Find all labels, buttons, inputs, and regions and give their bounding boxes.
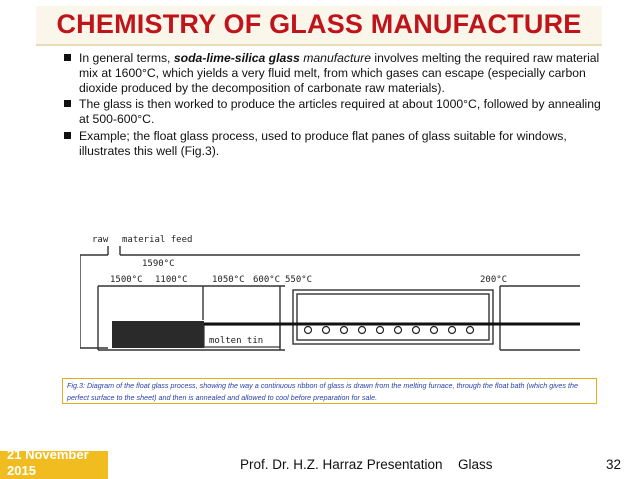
date-text: 21 November 2015: [7, 447, 89, 478]
footer-presenter: Prof. Dr. H.Z. Harraz Presentation: [240, 457, 443, 472]
footer-topic: Glass: [458, 457, 493, 472]
bullet-marker-icon: [64, 54, 71, 61]
page-number: 32: [606, 457, 622, 472]
float-glass-diagram: [80, 222, 580, 372]
temp-label: 550°C: [285, 275, 313, 285]
bullet-item: [64, 97, 604, 127]
figure-caption: Fig.3: Diagram of the float glass process, showing the way a continuous ribbon of glass is drawn from the melting furnace, through the float bath (which gives the perfect surface to the sheet) and then is annealed and allowed to cool before preparation for sale.: [62, 378, 597, 404]
temp-label: 600°C: [253, 275, 281, 285]
bullet-marker-icon: [64, 100, 71, 107]
bullet-emphasis: soda-lime-silica glass: [173, 51, 300, 65]
slide-title-bar: [36, 6, 602, 46]
bullet-item: [64, 51, 604, 95]
date-badge: [0, 447, 108, 479]
bullet-text: involves melting the required raw material mix at 1600°C, which yields a very fluid melt, from which gases can escape (especially carbon dioxide produced by the decomposition of carbonate raw materials).: [79, 51, 600, 95]
temp-label: 200°C: [480, 275, 508, 285]
temp-label: 1100°C: [155, 275, 188, 285]
bullet-item: [64, 129, 604, 159]
diagram-svg: [80, 222, 580, 372]
temp-label: 1050°C: [212, 275, 245, 285]
slide-title: CHEMISTRY OF GLASS MANUFACTURE: [56, 9, 582, 39]
feed-label: material feed: [122, 235, 193, 245]
bullet-marker-icon: [64, 132, 71, 139]
bullet-text: Example; the float glass process, used to produce flat panes of glass suitable for windows, illustrates this well (Fig.3).: [79, 128, 567, 158]
molten-glass-melt: [112, 321, 204, 348]
raw-label: raw: [92, 235, 109, 245]
bullet-text: In general terms,: [79, 51, 174, 65]
bullet-italic: manufacture: [299, 51, 371, 65]
bullet-text: The glass is then worked to produce the articles required at about 1000°C, followed by annealing at 500-600°C.: [79, 97, 601, 127]
tin-label: molten tin: [209, 336, 264, 346]
bullet-list: [64, 51, 604, 161]
temp-label: 1500°C: [110, 275, 143, 285]
conveyor-rollers: [305, 327, 474, 334]
temp-label: 1590°C: [142, 259, 175, 269]
